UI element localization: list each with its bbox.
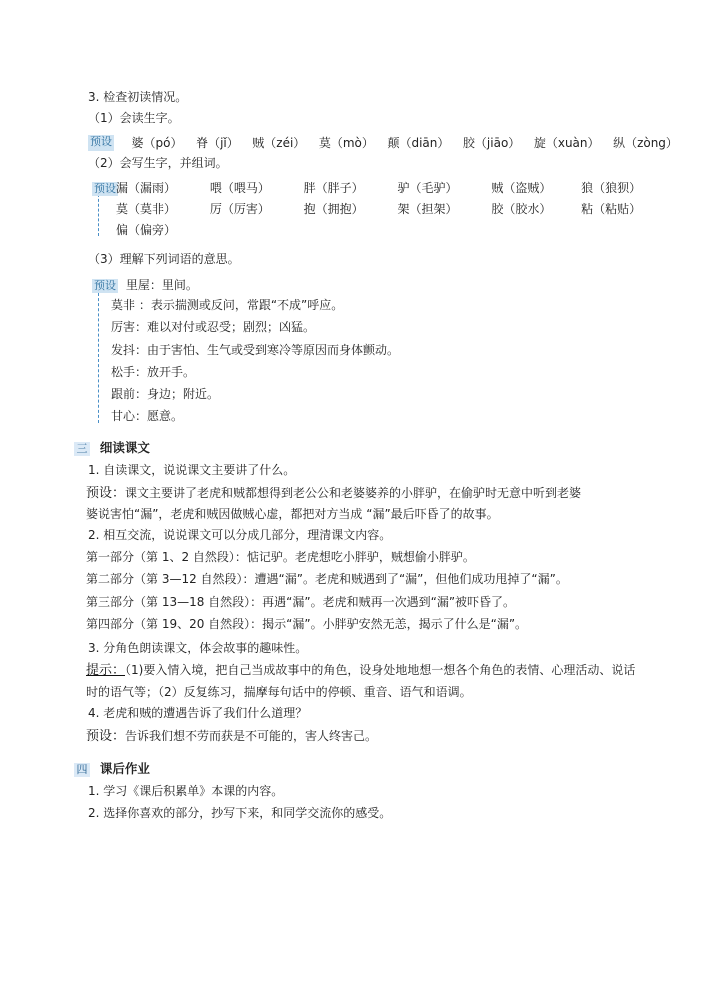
part3-heading: 3. 检查初读情况。: [88, 90, 188, 104]
char-item: 脊（jǐ）: [196, 136, 239, 150]
homework-2: 2. 选择你喜欢的部分，抄写下来，和同学交流你的感受。: [88, 806, 392, 820]
word-item: 胶（胶水）: [491, 202, 552, 216]
sub-item-read: （1）会读生字。: [88, 111, 180, 125]
answer-4: [86, 728, 377, 745]
word-meaning: 发抖：由于害怕、生气或受到寒冷等原因而身体颤动。: [111, 343, 400, 357]
word-first-row: [92, 277, 198, 293]
section-title: 课后作业: [99, 761, 150, 776]
word-item: 驴（毛驴）: [397, 181, 458, 195]
char-item: 胶（jiāo）: [462, 136, 521, 150]
answer-label: 预设：: [86, 486, 126, 501]
word-meaning: 莫非 ：表示揣测或反问，常跟“不成”呼应。: [111, 298, 344, 312]
word-item: 漏（漏雨）: [116, 181, 177, 195]
char-item: 颠（diān）: [387, 136, 450, 150]
word-meaning: 跟前：身边；附近。: [111, 387, 220, 401]
question-4: 4. 老虎和贼的遭遇告诉了我们什么道理？: [88, 706, 308, 720]
write-row-2: [116, 201, 661, 217]
word-item: 抱（拥抱）: [303, 202, 364, 216]
section-heading-4: [74, 761, 150, 777]
preset-tag: 预设: [88, 135, 114, 151]
tip-label: 提示：: [86, 663, 126, 678]
word-item: 架（担架）: [397, 202, 458, 216]
char-item: 旋（xuàn）: [533, 136, 600, 150]
write-row-1: [116, 180, 661, 196]
word-item: 胖（胖子）: [303, 181, 364, 195]
preset-tag: 预设: [94, 278, 116, 292]
preset-tag: 预设: [94, 181, 116, 195]
char-item: 贼（zéi）: [252, 136, 306, 150]
word-item: 贼（盗贼）: [491, 181, 552, 195]
word-meaning: 厉害：难以对付或忍受；剧烈；凶猛。: [111, 320, 316, 334]
dashed-guide: [98, 293, 99, 423]
word-item: 偏（偏旁）: [116, 223, 177, 237]
answer-text: 告诉我们想不劳而获是不可能的，害人终害己。: [125, 729, 378, 743]
word-meaning: 松手：放开手。: [111, 365, 196, 379]
sub-item-words: （3）理解下列词语的意思。: [88, 252, 240, 266]
sub-item-write: （2）会写生字，并组词。: [88, 156, 228, 170]
part-b: 第二部分（第 3—12 自然段）：遭遇“漏”。老虎和贼遇到了“漏”，但他们成功甩掉了“漏”。: [86, 572, 568, 586]
word-meaning: 甘心：愿意。: [111, 409, 184, 423]
section-title: 细读课文: [99, 440, 150, 455]
part-c: 第三部分（第 13—18 自然段）：再遇“漏”。老虎和贼再一次遇到“漏”被吓昏了。: [86, 595, 516, 609]
tip-line-1: [86, 662, 635, 679]
section-number: 四: [74, 763, 90, 777]
section-number: 三: [74, 442, 90, 456]
answer-text: 课文主要讲了老虎和贼都想得到老公公和老婆婆养的小胖驴，在偷驴时无意中听到老婆: [125, 486, 582, 500]
question-3: 3. 分角色朗读课文，体会故事的趣味性。: [88, 641, 308, 655]
word-item: 喂（喂马）: [209, 181, 270, 195]
answer-label: 预设：: [86, 729, 126, 744]
question-1: 1. 自读课文，说说课文主要讲了什么。: [88, 463, 296, 477]
word-item: 厉（厉害）: [209, 202, 270, 216]
word-item: 粘（粘贴）: [581, 202, 642, 216]
question-2: 2. 相互交流，说说课文可以分成几部分，理清课文内容。: [88, 528, 392, 542]
tip-text: （1)要入情入境，把自己当成故事中的角色，设身处地地想一想各个角色的表情、心理活动、说话: [125, 663, 636, 677]
write-row-3: [116, 222, 176, 238]
word-meaning: 里屋：里间。: [125, 278, 198, 292]
char-item: 婆（pó）: [131, 136, 183, 150]
answer-1-line-2: 婆说害怕“漏”，老虎和贼因做贼心虚，都把对方当成 “漏”最后吓昏了的故事。: [86, 507, 499, 521]
word-item: 莫（莫非）: [116, 202, 177, 216]
answer-1-line-1: [86, 485, 581, 502]
tip-line-2: 时的语气等；（2）反复练习，揣摩每句话中的停顿、重音、语气和语调。: [86, 685, 472, 699]
homework-1: 1. 学习《课后积累单》本课的内容。: [88, 784, 284, 798]
word-item: 狼（狼狈）: [581, 181, 642, 195]
char-item: 纵（zòng）: [613, 136, 678, 150]
section-heading-3: [74, 440, 150, 456]
part-d: 第四部分（第 19、20 自然段）：揭示“漏”。小胖驴安然无恙，揭示了什么是“漏”。: [86, 617, 528, 631]
read-chars-row: [88, 135, 678, 151]
dashed-guide: [98, 194, 99, 236]
part-a: 第一部分（第 1、2 自然段）：惦记驴。老虎想吃小胖驴，贼想偷小胖驴。: [86, 550, 475, 564]
char-item: 莫（mò）: [318, 136, 374, 150]
